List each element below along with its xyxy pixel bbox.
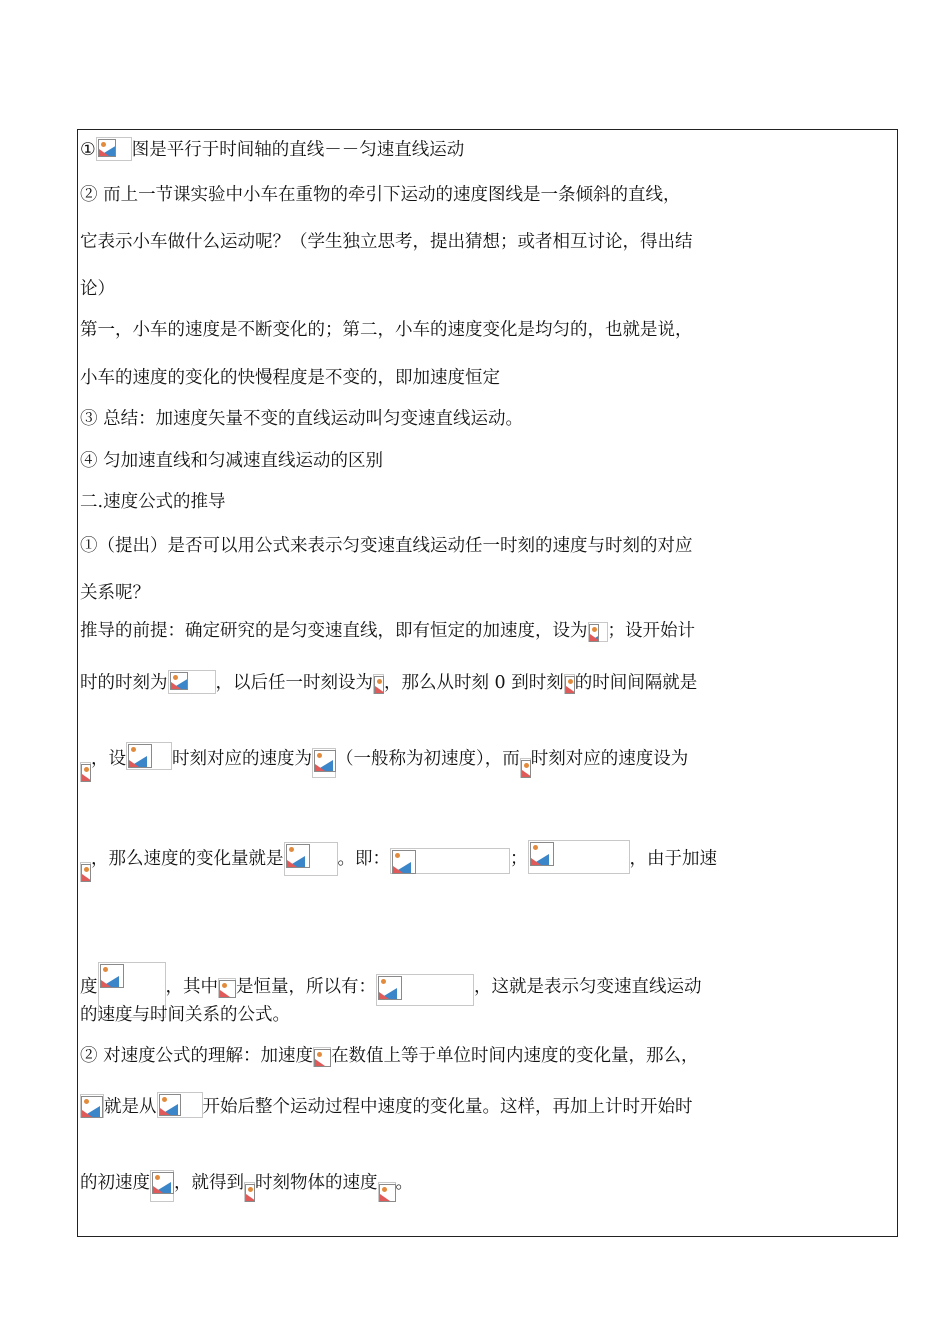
text-line: 的速度与时间关系的公式。 bbox=[80, 1005, 290, 1025]
text-line: ，设 时刻对应的速度为 （一般称为初速度），而 时刻对应的速度设为 bbox=[80, 740, 688, 770]
text-line: 论） bbox=[80, 279, 115, 299]
text-line: 度 ，其中 是恒量，所以有： ，这就是表示匀变速直线运动 bbox=[80, 942, 702, 998]
text-line: 时的时刻为 ，以后任一时刻设为 ，那么从时刻 0 到时刻 的时间间隔就是 bbox=[80, 670, 697, 694]
text-line: 就是从 开始后整个运动过程中速度的变化量。这样，再加上计时开始时 bbox=[80, 1092, 693, 1118]
formula-image-icon bbox=[390, 848, 510, 874]
formula-image-icon bbox=[157, 1092, 203, 1118]
formula-image-icon bbox=[528, 840, 630, 874]
formula-image-icon bbox=[168, 670, 216, 694]
section-heading: 二.速度公式的推导 bbox=[80, 492, 226, 512]
text-line: 的初速度 ，就得到 时刻物体的速度 。 bbox=[80, 1162, 413, 1194]
formula-image-icon bbox=[378, 1182, 396, 1202]
text-line: 关系呢？ bbox=[80, 583, 150, 603]
formula-image-icon bbox=[284, 842, 338, 876]
formula-image-icon bbox=[313, 1047, 331, 1067]
text-line: 它表示小车做什么运动呢？（学生独立思考，提出猜想；或者相互讨论，得出结 bbox=[80, 232, 693, 252]
text-line: ①（提出）是否可以用公式来表示匀变速直线运动任一时刻的速度与时刻的对应 bbox=[80, 536, 693, 556]
text-line: 第一，小车的速度是不断变化的；第二，小车的速度变化是均匀的，也就是说， bbox=[80, 320, 693, 340]
text-line: ② 而上一节课实验中小车在重物的牵引下运动的速度图线是一条倾斜的直线， bbox=[80, 185, 681, 205]
formula-image-icon bbox=[588, 622, 608, 642]
formula-image-icon bbox=[520, 758, 531, 778]
formula-image-icon bbox=[312, 748, 336, 778]
text-line: 小车的速度的变化的快慢程度是不变的，即加速度恒定 bbox=[80, 368, 500, 388]
text-line: ，那么速度的变化量就是 。即： ； ，由于加速 bbox=[80, 836, 717, 870]
formula-image-icon bbox=[150, 1170, 174, 1202]
formula-image-icon bbox=[80, 1094, 104, 1118]
text-line: 推导的前提：确定研究的是匀变速直线，即有恒定的加速度，设为 ；设开始计 bbox=[80, 621, 695, 641]
formula-image-icon bbox=[80, 762, 91, 782]
formula-image-icon bbox=[376, 974, 474, 1006]
formula-image-icon bbox=[96, 137, 132, 161]
text-line: ② 对速度公式的理解：加速度 在数值上等于单位时间内速度的变化量，那么， bbox=[80, 1046, 699, 1066]
formula-image-icon bbox=[126, 742, 172, 770]
text-line: ① 图是平行于时间轴的直线－－匀速直线运动 bbox=[80, 137, 464, 161]
formula-image-icon bbox=[564, 674, 575, 694]
text-line: ③ 总结：加速度矢量不变的直线运动叫匀变速直线运动。 bbox=[80, 409, 524, 429]
text-line: ④ 匀加速直线和匀减速直线运动的区别 bbox=[80, 451, 384, 471]
formula-image-icon bbox=[80, 862, 91, 882]
formula-image-icon bbox=[373, 674, 384, 694]
formula-image-icon bbox=[218, 978, 236, 998]
formula-image-icon bbox=[244, 1182, 255, 1202]
